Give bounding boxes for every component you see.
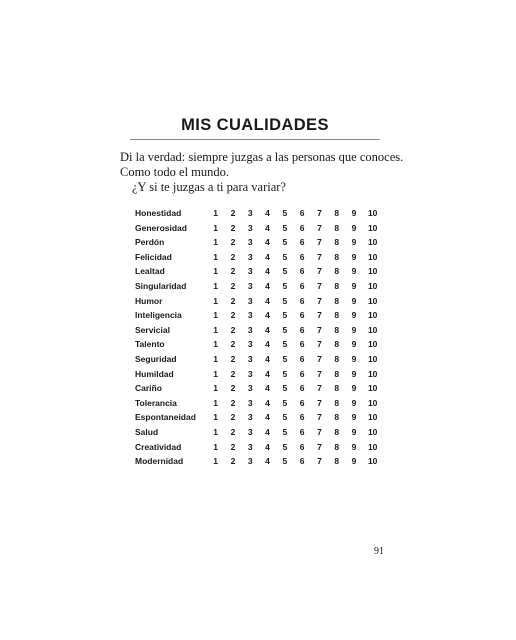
rating-option[interactable]: 5 xyxy=(282,222,288,233)
rating-option[interactable]: 10 xyxy=(367,383,378,394)
rating-option[interactable]: 3 xyxy=(247,353,253,364)
rating-option[interactable]: 4 xyxy=(265,339,270,350)
rating-option[interactable]: 7 xyxy=(317,266,322,277)
rating-option[interactable]: 5 xyxy=(282,368,288,379)
rating-option[interactable]: 5 xyxy=(282,397,288,408)
qualities-rating-table xyxy=(135,206,383,469)
rating-option[interactable]: 1 xyxy=(213,208,219,218)
rating-option[interactable]: 5 xyxy=(282,310,288,321)
rating-option[interactable]: 8 xyxy=(334,426,340,437)
quality-label: Perdón xyxy=(135,237,165,248)
rating-option[interactable]: 3 xyxy=(247,397,253,408)
page-number: 91 xyxy=(374,546,384,557)
rating-option[interactable]: 5 xyxy=(282,280,288,291)
rating-option[interactable]: 10 xyxy=(367,441,378,452)
rating-option[interactable]: 8 xyxy=(334,310,340,321)
rating-option[interactable]: 7 xyxy=(317,295,322,306)
rating-option[interactable]: 9 xyxy=(351,368,357,379)
rating-option[interactable]: 5 xyxy=(282,383,288,394)
rating-option[interactable]: 6 xyxy=(299,310,305,321)
rating-option[interactable]: 4 xyxy=(265,237,270,248)
rating-option[interactable]: 5 xyxy=(282,295,288,306)
rating-option[interactable]: 4 xyxy=(265,324,270,335)
rating-option[interactable]: 4 xyxy=(265,441,270,452)
quality-row xyxy=(135,294,383,309)
rating-option[interactable]: 5 xyxy=(282,324,288,335)
rating-option[interactable]: 6 xyxy=(299,456,305,467)
rating-option[interactable]: 4 xyxy=(265,208,270,218)
rating-option[interactable]: 2 xyxy=(230,353,236,364)
rating-option[interactable]: 1 xyxy=(213,251,219,262)
intro-line-1: Di la verdad: siempre juzgas a las personas que conoces. xyxy=(120,150,404,164)
intro-line-2: Como todo el mundo. xyxy=(120,165,230,179)
rating-option[interactable]: 2 xyxy=(230,412,236,423)
rating-option[interactable]: 1 xyxy=(213,324,219,335)
rating-option[interactable]: 6 xyxy=(299,208,305,218)
rating-option[interactable]: 5 xyxy=(282,426,288,437)
rating-option[interactable]: 7 xyxy=(317,280,322,291)
rating-option[interactable]: 1 xyxy=(213,310,219,321)
rating-option[interactable]: 5 xyxy=(282,237,288,248)
rating-option[interactable]: 10 xyxy=(367,295,378,306)
rating-option[interactable]: 8 xyxy=(334,208,340,218)
rating-option[interactable]: 1 xyxy=(213,441,219,452)
rating-option[interactable]: 10 xyxy=(367,208,378,218)
rating-option[interactable]: 4 xyxy=(265,456,270,467)
quality-label: Humildad xyxy=(135,368,174,379)
rating-option[interactable]: 9 xyxy=(351,295,357,306)
rating-option[interactable]: 7 xyxy=(317,237,322,248)
rating-option[interactable]: 7 xyxy=(317,251,322,262)
rating-option[interactable]: 7 xyxy=(317,456,322,467)
rating-option[interactable]: 8 xyxy=(334,251,340,262)
rating-option[interactable]: 10 xyxy=(367,456,378,467)
rating-option[interactable]: 3 xyxy=(247,295,253,306)
rating-option[interactable]: 1 xyxy=(213,456,219,467)
rating-option[interactable]: 3 xyxy=(247,208,253,218)
rating-option[interactable]: 8 xyxy=(334,237,340,248)
rating-option[interactable]: 9 xyxy=(351,339,357,350)
rating-option[interactable]: 5 xyxy=(282,456,288,467)
rating-option[interactable]: 7 xyxy=(317,383,322,394)
rating-option[interactable]: 7 xyxy=(317,339,322,350)
rating-option[interactable]: 4 xyxy=(265,412,270,423)
rating-option[interactable]: 10 xyxy=(367,353,378,364)
rating-option[interactable]: 8 xyxy=(334,383,340,394)
rating-option[interactable]: 9 xyxy=(351,266,357,277)
intro-line-3: ¿Y si te juzgas a ti para variar? xyxy=(132,180,286,194)
rating-option[interactable]: 10 xyxy=(367,426,378,437)
rating-option[interactable]: 1 xyxy=(213,353,219,364)
rating-option[interactable]: 7 xyxy=(317,353,322,364)
qualities-rating-body xyxy=(135,206,383,469)
quality-label: Honestidad xyxy=(135,208,182,218)
rating-option[interactable]: 2 xyxy=(230,251,236,262)
rating-option[interactable]: 7 xyxy=(317,441,322,452)
rating-option[interactable]: 3 xyxy=(247,266,253,277)
rating-option[interactable]: 8 xyxy=(334,295,340,306)
rating-option[interactable]: 7 xyxy=(317,324,322,335)
rating-option[interactable]: 9 xyxy=(351,426,357,437)
rating-option[interactable]: 6 xyxy=(299,339,305,350)
rating-option[interactable]: 10 xyxy=(367,397,378,408)
rating-option[interactable]: 9 xyxy=(351,441,357,452)
rating-option[interactable]: 9 xyxy=(351,237,357,248)
rating-option[interactable]: 10 xyxy=(367,251,378,262)
rating-option[interactable]: 5 xyxy=(282,266,288,277)
rating-option[interactable]: 9 xyxy=(351,208,357,218)
rating-option[interactable]: 4 xyxy=(265,397,270,408)
rating-option[interactable]: 1 xyxy=(213,295,219,306)
rating-option[interactable]: 3 xyxy=(247,251,253,262)
rating-option[interactable]: 8 xyxy=(334,266,340,277)
quality-label: Servicial xyxy=(135,324,170,335)
rating-option[interactable]: 7 xyxy=(317,208,322,218)
quality-label: Seguridad xyxy=(135,353,177,364)
rating-option[interactable]: 2 xyxy=(230,324,236,335)
quality-label: Salud xyxy=(135,426,159,437)
rating-option[interactable]: 4 xyxy=(265,251,270,262)
rating-option[interactable]: 5 xyxy=(282,441,288,452)
rating-option[interactable]: 6 xyxy=(299,295,305,306)
rating-option[interactable]: 2 xyxy=(230,441,236,452)
rating-option[interactable]: 3 xyxy=(247,222,253,233)
rating-option[interactable]: 6 xyxy=(299,368,305,379)
rating-option[interactable]: 10 xyxy=(367,237,378,248)
rating-option[interactable]: 9 xyxy=(351,383,357,394)
rating-option[interactable]: 2 xyxy=(230,339,236,350)
rating-option[interactable]: 4 xyxy=(265,426,270,437)
rating-option[interactable]: 1 xyxy=(213,237,219,248)
rating-option[interactable]: 4 xyxy=(265,310,270,321)
rating-option[interactable]: 9 xyxy=(351,397,357,408)
quality-label: Felicidad xyxy=(135,251,172,262)
rating-option[interactable]: 5 xyxy=(282,208,288,218)
rating-option[interactable]: 1 xyxy=(213,266,219,277)
rating-option[interactable]: 9 xyxy=(351,222,357,233)
quality-row xyxy=(135,323,383,338)
quality-row xyxy=(135,221,383,236)
rating-option[interactable]: 10 xyxy=(367,368,378,379)
rating-option[interactable]: 6 xyxy=(299,412,305,423)
rating-option[interactable]: 4 xyxy=(265,383,270,394)
rating-option[interactable]: 3 xyxy=(247,368,253,379)
quality-row xyxy=(135,396,383,411)
rating-option[interactable]: 2 xyxy=(230,208,236,218)
rating-option[interactable]: 5 xyxy=(282,353,288,364)
rating-option[interactable]: 10 xyxy=(367,280,378,291)
rating-option[interactable]: 3 xyxy=(247,280,253,291)
rating-option[interactable]: 8 xyxy=(334,412,340,423)
rating-option[interactable]: 10 xyxy=(367,266,378,277)
rating-option[interactable]: 3 xyxy=(247,324,253,335)
rating-option[interactable]: 4 xyxy=(265,280,270,291)
rating-option[interactable]: 3 xyxy=(247,412,253,423)
rating-option[interactable]: 1 xyxy=(213,412,219,423)
rating-option[interactable]: 1 xyxy=(213,280,219,291)
rating-option[interactable]: 1 xyxy=(213,383,219,394)
rating-option[interactable]: 8 xyxy=(334,353,340,364)
rating-option[interactable]: 1 xyxy=(213,339,219,350)
rating-option[interactable]: 10 xyxy=(367,339,378,350)
quality-row xyxy=(135,440,383,455)
quality-label: Humor xyxy=(135,295,163,306)
rating-option[interactable]: 2 xyxy=(230,368,236,379)
quality-row xyxy=(135,425,383,440)
rating-option[interactable]: 3 xyxy=(247,310,253,321)
rating-option[interactable]: 6 xyxy=(299,266,305,277)
quality-row xyxy=(135,308,383,323)
rating-option[interactable]: 4 xyxy=(265,295,270,306)
rating-option[interactable]: 6 xyxy=(299,324,305,335)
quality-row xyxy=(135,206,383,221)
quality-row xyxy=(135,367,383,382)
quality-row xyxy=(135,337,383,352)
rating-option[interactable]: 8 xyxy=(334,456,340,467)
rating-option[interactable]: 3 xyxy=(247,426,253,437)
rating-option[interactable]: 8 xyxy=(334,368,340,379)
quality-label: Cariño xyxy=(135,383,162,394)
quality-label: Talento xyxy=(135,339,165,350)
rating-option[interactable]: 7 xyxy=(317,412,322,423)
rating-option[interactable]: 1 xyxy=(213,368,219,379)
rating-option[interactable]: 2 xyxy=(230,295,236,306)
quality-label: Generosidad xyxy=(135,222,187,233)
rating-option[interactable]: 4 xyxy=(265,222,270,233)
rating-option[interactable]: 2 xyxy=(230,237,236,248)
rating-option[interactable]: 6 xyxy=(299,237,305,248)
rating-option[interactable]: 5 xyxy=(282,339,288,350)
quality-row xyxy=(135,279,383,294)
rating-option[interactable]: 2 xyxy=(230,280,236,291)
rating-option[interactable]: 6 xyxy=(299,251,305,262)
rating-option[interactable]: 3 xyxy=(247,456,253,467)
rating-option[interactable]: 4 xyxy=(265,368,270,379)
rating-option[interactable]: 2 xyxy=(230,456,236,467)
quality-label: Singularidad xyxy=(135,280,187,291)
rating-option[interactable]: 3 xyxy=(247,383,253,394)
rating-option[interactable]: 9 xyxy=(351,251,357,262)
quality-label: Espontaneidad xyxy=(135,412,196,423)
rating-option[interactable]: 10 xyxy=(367,412,378,423)
rating-option[interactable]: 3 xyxy=(247,441,253,452)
rating-option[interactable]: 9 xyxy=(351,353,357,364)
rating-option[interactable]: 9 xyxy=(351,456,357,467)
rating-option[interactable]: 2 xyxy=(230,397,236,408)
quality-row xyxy=(135,454,383,469)
rating-option[interactable]: 10 xyxy=(367,310,378,321)
rating-option[interactable]: 8 xyxy=(334,397,340,408)
quality-label: Inteligencia xyxy=(135,310,182,321)
quality-label: Tolerancia xyxy=(135,397,177,408)
rating-option[interactable]: 8 xyxy=(334,441,340,452)
rating-option[interactable]: 1 xyxy=(213,426,219,437)
rating-option[interactable]: 1 xyxy=(213,222,219,233)
rating-option[interactable]: 2 xyxy=(230,266,236,277)
quality-row xyxy=(135,250,383,265)
rating-option[interactable]: 6 xyxy=(299,222,305,233)
page-title: MIS CUALIDADES xyxy=(181,116,329,134)
intro-text xyxy=(120,150,404,195)
rating-option[interactable]: 8 xyxy=(334,280,340,291)
rating-option[interactable]: 3 xyxy=(247,237,253,248)
quality-row xyxy=(135,264,383,279)
rating-option[interactable]: 8 xyxy=(334,324,340,335)
rating-option[interactable]: 10 xyxy=(367,222,378,233)
rating-option[interactable]: 6 xyxy=(299,426,305,437)
rating-option[interactable]: 2 xyxy=(230,383,236,394)
rating-option[interactable]: 7 xyxy=(317,426,322,437)
rating-option[interactable]: 6 xyxy=(299,353,305,364)
quality-label: Lealtad xyxy=(135,266,165,277)
rating-option[interactable]: 8 xyxy=(334,222,340,233)
rating-option[interactable]: 6 xyxy=(299,441,305,452)
rating-option[interactable]: 9 xyxy=(351,324,357,335)
rating-option[interactable]: 5 xyxy=(282,412,288,423)
rating-option[interactable]: 7 xyxy=(317,310,322,321)
rating-option[interactable]: 6 xyxy=(299,383,305,394)
rating-option[interactable]: 2 xyxy=(230,222,236,233)
rating-option[interactable]: 4 xyxy=(265,353,270,364)
quality-row xyxy=(135,352,383,367)
rating-option[interactable]: 2 xyxy=(230,426,236,437)
quality-row xyxy=(135,381,383,396)
rating-option[interactable]: 4 xyxy=(265,266,270,277)
rating-option[interactable]: 6 xyxy=(299,280,305,291)
rating-option[interactable]: 3 xyxy=(247,339,253,350)
rating-option[interactable]: 6 xyxy=(299,397,305,408)
rating-option[interactable]: 2 xyxy=(230,310,236,321)
rating-option[interactable]: 10 xyxy=(367,324,378,335)
rating-option[interactable]: 5 xyxy=(282,251,288,262)
quality-label: Creatividad xyxy=(135,441,182,452)
rating-option[interactable]: 7 xyxy=(317,222,322,233)
rating-option[interactable]: 7 xyxy=(317,368,322,379)
quality-label: Modernidad xyxy=(135,456,184,467)
rating-option[interactable]: 9 xyxy=(351,280,357,291)
title-rule xyxy=(130,139,380,140)
rating-option[interactable]: 1 xyxy=(213,397,219,408)
rating-option[interactable]: 8 xyxy=(334,339,340,350)
rating-option[interactable]: 9 xyxy=(351,310,357,321)
rating-option[interactable]: 9 xyxy=(351,412,357,423)
quality-row xyxy=(135,410,383,425)
quality-row xyxy=(135,235,383,250)
rating-option[interactable]: 7 xyxy=(317,397,322,408)
